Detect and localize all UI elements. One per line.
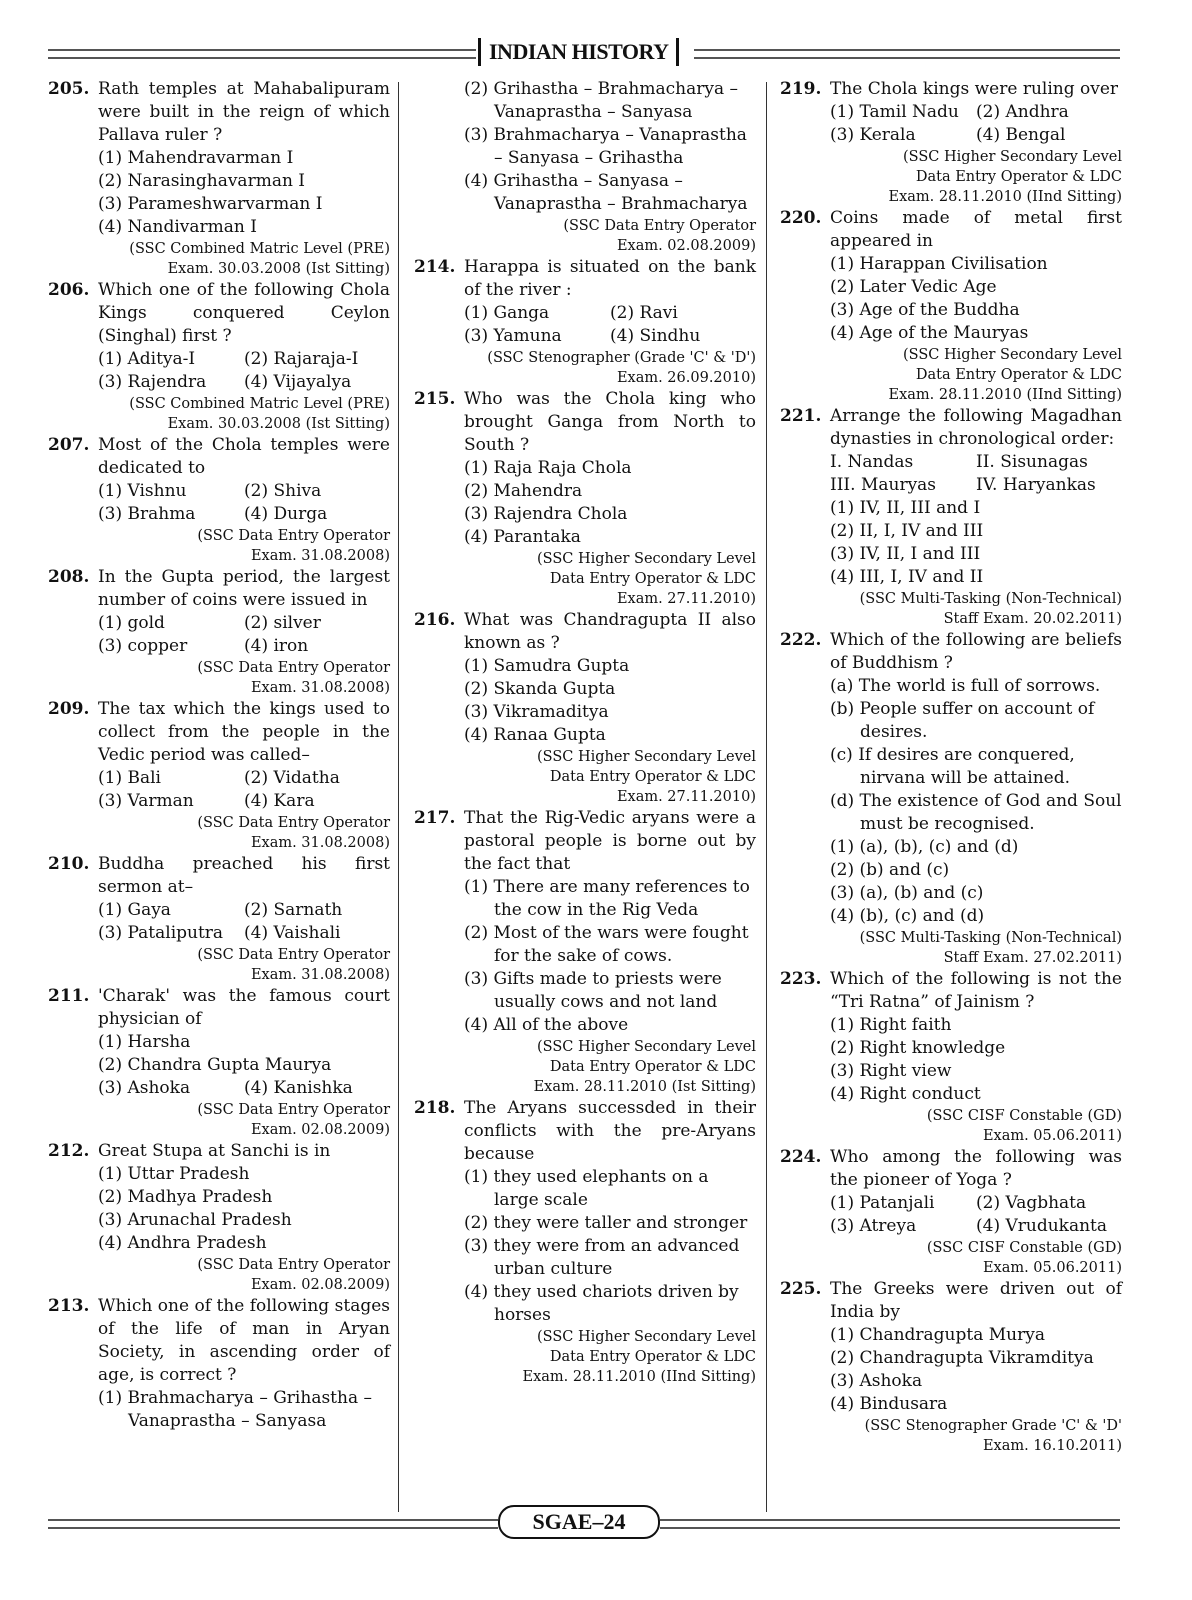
question — [780, 78, 1122, 207]
question — [780, 968, 1122, 1146]
answer-option: (1) Tamil Nadu — [830, 102, 959, 122]
exam-source: Staff Exam. 27.02.2011) — [943, 950, 1122, 966]
question-number: 205. — [48, 79, 90, 99]
exam-source: (SSC Combined Matric Level (PRE) — [129, 396, 390, 412]
answer-option: (3) Brahmacharya – Vanaprastha – Sanyasa – Grihastha — [464, 125, 747, 168]
question-statement: (c) If desires are conquered, nirvana will be attained. — [830, 745, 1075, 788]
question-number: 212. — [48, 1141, 90, 1161]
question — [414, 388, 756, 609]
answer-option-row — [98, 790, 390, 813]
question-number: 214. — [414, 257, 456, 277]
exam-source: Data Entry Operator & LDC — [915, 367, 1122, 383]
question-text: Great Stupa at Sanchi is in — [98, 1141, 331, 1161]
exam-source: (SSC Stenographer Grade 'C' & 'D' — [864, 1418, 1122, 1434]
answer-option-row — [464, 1014, 756, 1037]
answer-option: (3) Brahma — [98, 504, 196, 524]
question-text: Harappa is situated on the bank of the river : — [464, 257, 756, 300]
exam-source: Exam. 31.08.2008) — [250, 967, 390, 983]
question — [48, 1295, 390, 1433]
answer-option-row — [464, 78, 756, 124]
answer-option: (3) Rajendra — [98, 372, 207, 392]
answer-option: (2) Vagbhata — [976, 1193, 1087, 1213]
answer-option-row — [98, 1031, 390, 1054]
exam-source: Exam. 31.08.2008) — [250, 548, 390, 564]
answer-option: (4) Age of the Mauryas — [830, 323, 1029, 343]
answer-option: (4) iron — [244, 636, 309, 656]
answer-option-row — [98, 170, 390, 193]
exam-source: Exam. 02.08.2009) — [616, 238, 756, 254]
question-text: In the Gupta period, the largest number of coins were issued in — [98, 567, 390, 610]
column — [414, 78, 756, 1387]
answer-option: (1) Chandragupta Murya — [830, 1325, 1045, 1345]
exam-source: Exam. 02.08.2009) — [250, 1122, 390, 1138]
question — [414, 807, 756, 1097]
answer-option: (1) gold — [98, 613, 165, 633]
answer-option-row — [830, 1324, 1122, 1347]
answer-option: (2) Vidatha — [244, 768, 340, 788]
exam-source: Data Entry Operator & LDC — [549, 769, 756, 785]
answer-option: (2) II, I, IV and III — [830, 521, 984, 541]
question-text: Arrange the following Magadhan dynasties in chronological order: — [830, 406, 1122, 449]
answer-option: (3) they were from an advanced urban culture — [464, 1236, 740, 1279]
answer-option-row — [464, 457, 756, 480]
question-number: 218. — [414, 1098, 456, 1118]
answer-option: (1) Aditya-I — [98, 349, 196, 369]
question-text: Which of the following are beliefs of Buddhism ? — [830, 630, 1122, 673]
exam-source: Exam. 31.08.2008) — [250, 835, 390, 851]
answer-option-row — [98, 767, 390, 790]
answer-option: (3) Kerala — [830, 125, 916, 145]
answer-option-row — [464, 876, 756, 922]
question-number: 217. — [414, 808, 456, 828]
answer-option: (3) Right view — [830, 1061, 952, 1081]
exam-source: Exam. 30.03.2008 (Ist Sitting) — [167, 416, 390, 432]
answer-option-row — [830, 836, 1122, 859]
answer-option: (3) Ashoka — [98, 1078, 191, 1098]
answer-option-row — [464, 724, 756, 747]
answer-option-row — [98, 193, 390, 216]
answer-option-row — [98, 147, 390, 170]
answer-option: (3) copper — [98, 636, 188, 656]
answer-option-row — [464, 124, 756, 170]
answer-option: (2) silver — [244, 613, 321, 633]
answer-option: (4) Parantaka — [464, 527, 581, 547]
answer-option: (4) III, I, IV and II — [830, 567, 984, 587]
exam-source: Data Entry Operator & LDC — [549, 1349, 756, 1365]
question-number: 221. — [780, 406, 822, 426]
answer-option: (2) Ravi — [610, 303, 678, 323]
exam-source: (SSC Higher Secondary Level — [903, 149, 1122, 165]
answer-option-row — [464, 325, 756, 348]
answer-option-row — [98, 1054, 390, 1077]
exam-source: Staff Exam. 20.02.2011) — [943, 611, 1122, 627]
answer-option-row — [464, 1166, 756, 1212]
answer-option-row — [464, 655, 756, 678]
question-number: 224. — [780, 1147, 822, 1167]
exam-source: (SSC Multi-Tasking (Non-Technical) — [859, 591, 1122, 607]
answer-option: (2) (b) and (c) — [830, 860, 950, 880]
exam-source: (SSC Data Entry Operator — [197, 528, 390, 544]
column — [48, 78, 390, 1433]
header-rule-left — [48, 49, 476, 59]
answer-option: (4) Bengal — [976, 125, 1066, 145]
answer-option-row — [464, 678, 756, 701]
answer-option-row — [830, 905, 1122, 928]
answer-option-row — [464, 968, 756, 1014]
question-text: 'Charak' was the famous court physician of — [98, 986, 390, 1029]
answer-option: (3) Atreya — [830, 1216, 917, 1236]
question-text: The Aryans successded in their conflicts with the pre-Aryans because — [464, 1098, 756, 1164]
answer-option-row — [464, 480, 756, 503]
question-text: Coins made of metal first appeared in — [830, 208, 1122, 251]
answer-option: (1) Harsha — [98, 1032, 191, 1052]
question — [780, 629, 1122, 968]
question-statement-row — [830, 744, 1122, 790]
question-statement: III. Mauryas — [830, 475, 937, 495]
exam-source: (SSC Higher Secondary Level — [537, 1329, 756, 1345]
answer-option: (3) Pataliputra — [98, 923, 224, 943]
answer-option-row — [464, 503, 756, 526]
answer-option: (3) Arunachal Pradesh — [98, 1210, 292, 1230]
answer-option: (2) Shiva — [244, 481, 322, 501]
question-number: 216. — [414, 610, 456, 630]
question — [414, 78, 756, 256]
answer-option-row — [464, 1235, 756, 1281]
answer-option: (4) Bindusara — [830, 1394, 948, 1414]
answer-option-row — [830, 543, 1122, 566]
question — [48, 78, 390, 279]
answer-option: (3) Age of the Buddha — [830, 300, 1020, 320]
exam-source: Exam. 28.11.2010 (Ist Sitting) — [533, 1079, 756, 1095]
question — [48, 985, 390, 1140]
question-number: 219. — [780, 79, 822, 99]
answer-option: (4) Vaishali — [244, 923, 341, 943]
answer-option: (3) Ashoka — [830, 1371, 923, 1391]
answer-option: (1) Ganga — [464, 303, 550, 323]
question-text: The tax which the kings used to collect from the people in the Vedic period was called– — [98, 699, 390, 765]
answer-option-row — [830, 497, 1122, 520]
answer-option: (4) Vrudukanta — [976, 1216, 1108, 1236]
answer-option-row — [830, 1014, 1122, 1037]
question-number: 208. — [48, 567, 90, 587]
question-columns — [48, 78, 1120, 1513]
answer-option-row — [98, 1186, 390, 1209]
answer-option: (2) Mahendra — [464, 481, 583, 501]
footer-rule-right — [660, 1519, 1120, 1529]
answer-option-row — [830, 859, 1122, 882]
question — [780, 1146, 1122, 1278]
exam-source: (SSC Stenographer (Grade 'C' & 'D') — [487, 350, 756, 366]
exam-source: Exam. 16.10.2011) — [982, 1438, 1122, 1454]
answer-option: (1) IV, II, III and I — [830, 498, 981, 518]
question-statement-row — [830, 790, 1122, 836]
answer-option: (3) Varman — [98, 791, 194, 811]
answer-option: (2) Most of the wars were fought for the sake of cows. — [464, 923, 749, 966]
answer-option-row — [830, 322, 1122, 345]
exam-source: (SSC Higher Secondary Level — [903, 347, 1122, 363]
answer-option: (4) Nandivarman I — [98, 217, 257, 237]
question-text: Which one of the following Chola Kings conquered Ceylon (Singhal) first ? — [98, 280, 390, 346]
answer-option: (1) There are many references to the cow in the Rig Veda — [464, 877, 750, 920]
question — [414, 256, 756, 388]
question — [48, 698, 390, 853]
answer-option: (3) (a), (b) and (c) — [830, 883, 984, 903]
exam-source: (SSC Data Entry Operator — [197, 1257, 390, 1273]
answer-option-row — [464, 302, 756, 325]
exam-source: (SSC Higher Secondary Level — [537, 749, 756, 765]
answer-option: (2) they were taller and stronger — [464, 1213, 748, 1233]
answer-option: (2) Skanda Gupta — [464, 679, 616, 699]
question-text: What was Chandragupta II also known as ? — [464, 610, 756, 653]
exam-source: Data Entry Operator & LDC — [549, 571, 756, 587]
answer-option: (1) they used elephants on a large scale — [464, 1167, 709, 1210]
question-statement-row — [830, 698, 1122, 744]
answer-option-row — [98, 503, 390, 526]
question — [780, 207, 1122, 405]
answer-option-row — [830, 566, 1122, 589]
question-number: 222. — [780, 630, 822, 650]
question-text: The Chola kings were ruling over — [830, 79, 1119, 99]
page-number: SGAE–24 — [498, 1505, 660, 1539]
answer-option: (4) Durga — [244, 504, 328, 524]
answer-option-row — [830, 101, 1122, 124]
answer-option: (1) Harappan Civilisation — [830, 254, 1048, 274]
answer-option: (1) Vishnu — [98, 481, 187, 501]
answer-option: (4) Vijayalya — [244, 372, 352, 392]
answer-option-row — [830, 1215, 1122, 1238]
exam-source: (SSC Data Entry Operator — [563, 218, 756, 234]
exam-source: Data Entry Operator & LDC — [915, 169, 1122, 185]
answer-option-row — [830, 1083, 1122, 1106]
question-statement: IV. Haryankas — [976, 475, 1096, 495]
exam-source: Data Entry Operator & LDC — [549, 1059, 756, 1075]
exam-source: Exam. 05.06.2011) — [982, 1128, 1122, 1144]
question-text: The Greeks were driven out of India by — [830, 1279, 1122, 1322]
answer-option: (4) Andhra Pradesh — [98, 1233, 267, 1253]
exam-source: Exam. 30.03.2008 (Ist Sitting) — [167, 261, 390, 277]
exam-source: Exam. 28.11.2010 (IInd Sitting) — [522, 1369, 756, 1385]
answer-option-row — [98, 371, 390, 394]
answer-option-row — [464, 1212, 756, 1235]
answer-option: (4) Sindhu — [610, 326, 701, 346]
question — [48, 434, 390, 566]
answer-option: (2) Narasinghavarman I — [98, 171, 306, 191]
answer-option: (2) Andhra — [976, 102, 1069, 122]
answer-option: (2) Rajaraja-I — [244, 349, 359, 369]
page-header — [48, 38, 1120, 66]
question-statement-row — [830, 451, 1122, 474]
answer-option: (2) Sarnath — [244, 900, 343, 920]
answer-option-row — [98, 1232, 390, 1255]
answer-option: (1) Gaya — [98, 900, 171, 920]
exam-source: (SSC CISF Constable (GD) — [926, 1108, 1122, 1124]
question-text: Rath temples at Mahabalipuram were built in the reign of which Pallava ruler ? — [98, 79, 390, 145]
exam-source: Exam. 27.11.2010) — [616, 789, 756, 805]
question-text: Which of the following is not the “Tri Ratna” of Jainism ? — [830, 969, 1122, 1012]
question-text: Most of the Chola temples were dedicated to — [98, 435, 390, 478]
question-text: Which one of the following stages of the life of man in Aryan Society, in ascending order of age, is correct ? — [98, 1296, 390, 1385]
answer-option-row — [830, 299, 1122, 322]
question-number: 215. — [414, 389, 456, 409]
answer-option-row — [464, 170, 756, 216]
answer-option: (1) Bali — [98, 768, 161, 788]
question — [414, 1097, 756, 1387]
question — [48, 279, 390, 434]
answer-option-row — [98, 1163, 390, 1186]
question-text: That the Rig-Vedic aryans were a pastoral people is borne out by the fact that — [464, 808, 756, 874]
question — [780, 1278, 1122, 1456]
question-number: 213. — [48, 1296, 90, 1316]
question-number: 209. — [48, 699, 90, 719]
question-number: 211. — [48, 986, 90, 1006]
answer-option: (4) Right conduct — [830, 1084, 981, 1104]
answer-option-row — [830, 520, 1122, 543]
answer-option-row — [464, 922, 756, 968]
question — [48, 566, 390, 698]
answer-option: (2) Madhya Pradesh — [98, 1187, 273, 1207]
exam-source: (SSC Data Entry Operator — [197, 1102, 390, 1118]
answer-option: (3) IV, II, I and III — [830, 544, 981, 564]
answer-option-row — [830, 1370, 1122, 1393]
question-text: Buddha preached his first sermon at– — [98, 854, 390, 897]
answer-option: (1) Right faith — [830, 1015, 952, 1035]
exam-source: (SSC Data Entry Operator — [197, 815, 390, 831]
exam-source: (SSC Data Entry Operator — [197, 660, 390, 676]
answer-option: (1) Uttar Pradesh — [98, 1164, 250, 1184]
answer-option: (4) Grihastha – Sanyasa – Vanaprastha – Brahmacharya — [464, 171, 748, 214]
answer-option-row — [464, 701, 756, 724]
question-number: 225. — [780, 1279, 822, 1299]
exam-source: (SSC Multi-Tasking (Non-Technical) — [859, 930, 1122, 946]
answer-option: (4) Kara — [244, 791, 315, 811]
answer-option-row — [830, 1393, 1122, 1416]
exam-source: (SSC Higher Secondary Level — [537, 1039, 756, 1055]
answer-option: (1) Brahmacharya – Grihastha – Vanaprastha – Sanyasa — [98, 1388, 372, 1431]
answer-option: (2) Right knowledge — [830, 1038, 1006, 1058]
answer-option: (1) Patanjali — [830, 1193, 935, 1213]
question-number: 220. — [780, 208, 822, 228]
answer-option-row — [830, 1347, 1122, 1370]
answer-option: (3) Rajendra Chola — [464, 504, 628, 524]
answer-option-row — [98, 612, 390, 635]
answer-option-row — [464, 526, 756, 549]
answer-option: (4) Kanishka — [244, 1078, 353, 1098]
answer-option: (3) Gifts made to priests were usually cows and not land — [464, 969, 722, 1012]
question-statement: (d) The existence of God and Soul must be recognised. — [830, 791, 1122, 834]
exam-source: Exam. 26.09.2010) — [616, 370, 756, 386]
question-number: 223. — [780, 969, 822, 989]
exam-source: (SSC CISF Constable (GD) — [926, 1240, 1122, 1256]
answer-option-row — [830, 882, 1122, 905]
answer-option-row — [98, 216, 390, 239]
question-statement-row — [830, 675, 1122, 698]
answer-option: (1) Mahendravarman I — [98, 148, 294, 168]
answer-option: (4) All of the above — [464, 1015, 629, 1035]
page-footer — [48, 1505, 1120, 1539]
answer-option-row — [98, 899, 390, 922]
answer-option-row — [830, 1060, 1122, 1083]
question-text: Who was the Chola king who brought Ganga from North to South ? — [464, 389, 756, 455]
question-statement-row — [830, 474, 1122, 497]
answer-option: (3) Yamuna — [464, 326, 562, 346]
answer-option-row — [98, 480, 390, 503]
answer-option-row — [98, 1387, 390, 1433]
exam-source: Exam. 28.11.2010 (IInd Sitting) — [888, 387, 1122, 403]
section-title: INDIAN HISTORY — [478, 38, 679, 66]
answer-option: (1) Samudra Gupta — [464, 656, 630, 676]
answer-option: (2) Chandragupta Vikramditya — [830, 1348, 1094, 1368]
question-number: 210. — [48, 854, 90, 874]
exam-source: Exam. 05.06.2011) — [982, 1260, 1122, 1276]
exam-source: Exam. 28.11.2010 (IInd Sitting) — [888, 189, 1122, 205]
question-text: Who among the following was the pioneer of Yoga ? — [830, 1147, 1122, 1190]
answer-option-row — [830, 124, 1122, 147]
exam-source: Exam. 31.08.2008) — [250, 680, 390, 696]
question-number: 207. — [48, 435, 90, 455]
answer-option-row — [830, 253, 1122, 276]
answer-option: (4) Ranaa Gupta — [464, 725, 606, 745]
question-statement: II. Sisunagas — [976, 452, 1088, 472]
answer-option-row — [464, 1281, 756, 1327]
answer-option-row — [98, 635, 390, 658]
answer-option-row — [98, 348, 390, 371]
answer-option: (3) Parameshwarvarman I — [98, 194, 323, 214]
answer-option-row — [830, 1037, 1122, 1060]
exam-source: Exam. 02.08.2009) — [250, 1277, 390, 1293]
exam-source: Exam. 27.11.2010) — [616, 591, 756, 607]
answer-option: (3) Vikramaditya — [464, 702, 609, 722]
question — [48, 1140, 390, 1295]
answer-option: (4) (b), (c) and (d) — [830, 906, 985, 926]
answer-option: (2) Chandra Gupta Maurya — [98, 1055, 332, 1075]
question-statement: I. Nandas — [830, 452, 914, 472]
answer-option: (1) (a), (b), (c) and (d) — [830, 837, 1019, 857]
question — [414, 609, 756, 807]
answer-option-row — [98, 922, 390, 945]
answer-option: (2) Grihastha – Brahmacharya – Vanaprastha – Sanyasa — [464, 79, 738, 122]
answer-option-row — [98, 1209, 390, 1232]
question — [780, 405, 1122, 629]
column — [780, 78, 1122, 1456]
question — [48, 853, 390, 985]
exam-source: (SSC Combined Matric Level (PRE) — [129, 241, 390, 257]
answer-option-row — [98, 1077, 390, 1100]
header-rule-right — [694, 49, 1120, 59]
question-statement: (a) The world is full of sorrows. — [830, 676, 1101, 696]
footer-rule-left — [48, 1519, 498, 1529]
question-statement: (b) People suffer on account of desires. — [830, 699, 1095, 742]
answer-option: (2) Later Vedic Age — [830, 277, 997, 297]
answer-option: (1) Raja Raja Chola — [464, 458, 632, 478]
answer-option-row — [830, 276, 1122, 299]
exam-source: (SSC Data Entry Operator — [197, 947, 390, 963]
answer-option: (4) they used chariots driven by horses — [464, 1282, 739, 1325]
answer-option-row — [830, 1192, 1122, 1215]
question-number: 206. — [48, 280, 90, 300]
exam-source: (SSC Higher Secondary Level — [537, 551, 756, 567]
